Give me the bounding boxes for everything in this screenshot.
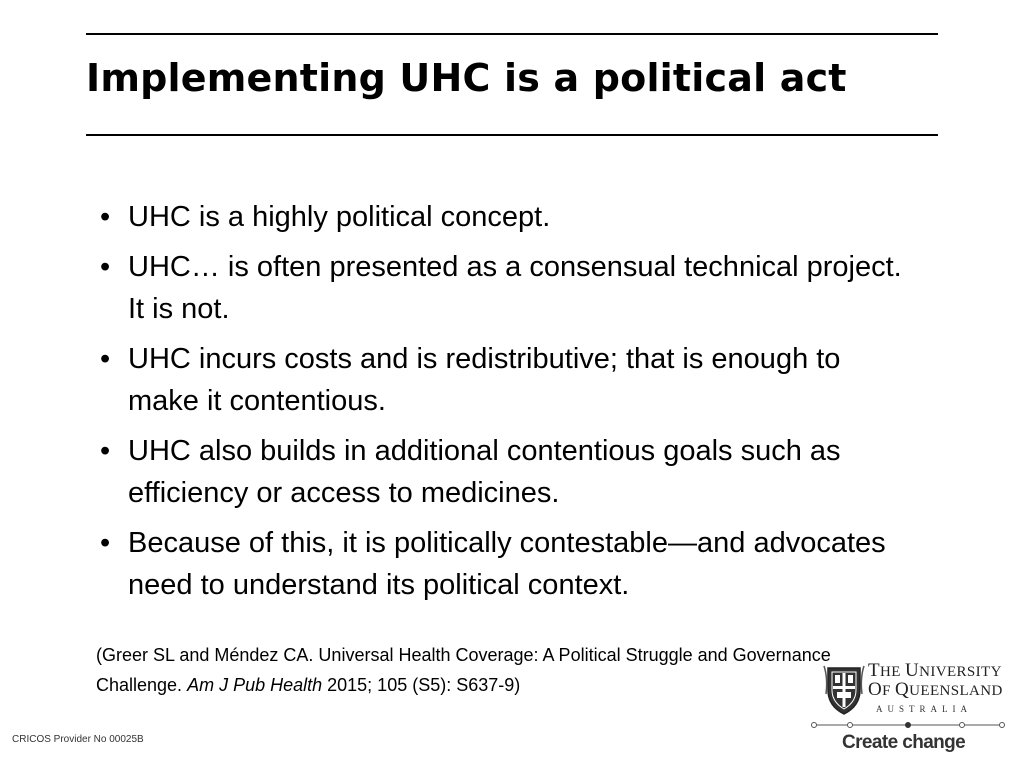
cricos-provider-number: CRICOS Provider No 00025B [12, 734, 144, 745]
bullet-text: Because of this, it is politically contestable—and advocates need to understand its political context. [128, 527, 886, 601]
bullet-dot: • [100, 435, 111, 467]
university-country: AUSTRALIA [876, 704, 972, 714]
tagline: Create change [842, 732, 966, 753]
bullet-item [100, 196, 910, 238]
bullet-text: UHC… is often presented as a consensual technical project. It is not. [128, 251, 902, 325]
university-name [868, 662, 1003, 700]
logo-divider-line [810, 718, 1006, 732]
bullet-item [100, 430, 910, 514]
crest-icon [822, 664, 866, 716]
bullet-dot: • [100, 343, 111, 375]
citation [96, 640, 916, 700]
bullet-text: UHC is a highly political concept. [128, 201, 551, 233]
bullet-dot: • [100, 527, 111, 559]
citation-text: (Greer SL and Méndez CA. Universal Health Coverage: A Political Struggle and Governance Challenge. [96, 645, 831, 695]
bullet-item [100, 338, 910, 422]
university-name-line2: OF QUEENSLAND [868, 679, 1003, 700]
slide-title: Implementing UHC is a political act [86, 56, 847, 100]
title-top-rule [86, 33, 938, 35]
title-bottom-rule [86, 134, 938, 136]
bullet-item [100, 246, 910, 330]
citation-journal: Am J Pub Health [187, 675, 323, 695]
citation-details: 2015; 105 (S5): S637-9) [322, 675, 521, 695]
university-logo [806, 656, 1012, 760]
bullet-dot: • [100, 201, 111, 233]
bullet-text: UHC also builds in additional contentious goals such as efficiency or access to medicines. [128, 435, 841, 509]
university-name-line1: THE UNIVERSITY [868, 660, 1002, 681]
bullet-list [100, 196, 910, 614]
bullet-text: UHC incurs costs and is redistributive; that is enough to make it contentious. [128, 343, 841, 417]
bullet-dot: • [100, 251, 111, 283]
bullet-item [100, 522, 910, 606]
